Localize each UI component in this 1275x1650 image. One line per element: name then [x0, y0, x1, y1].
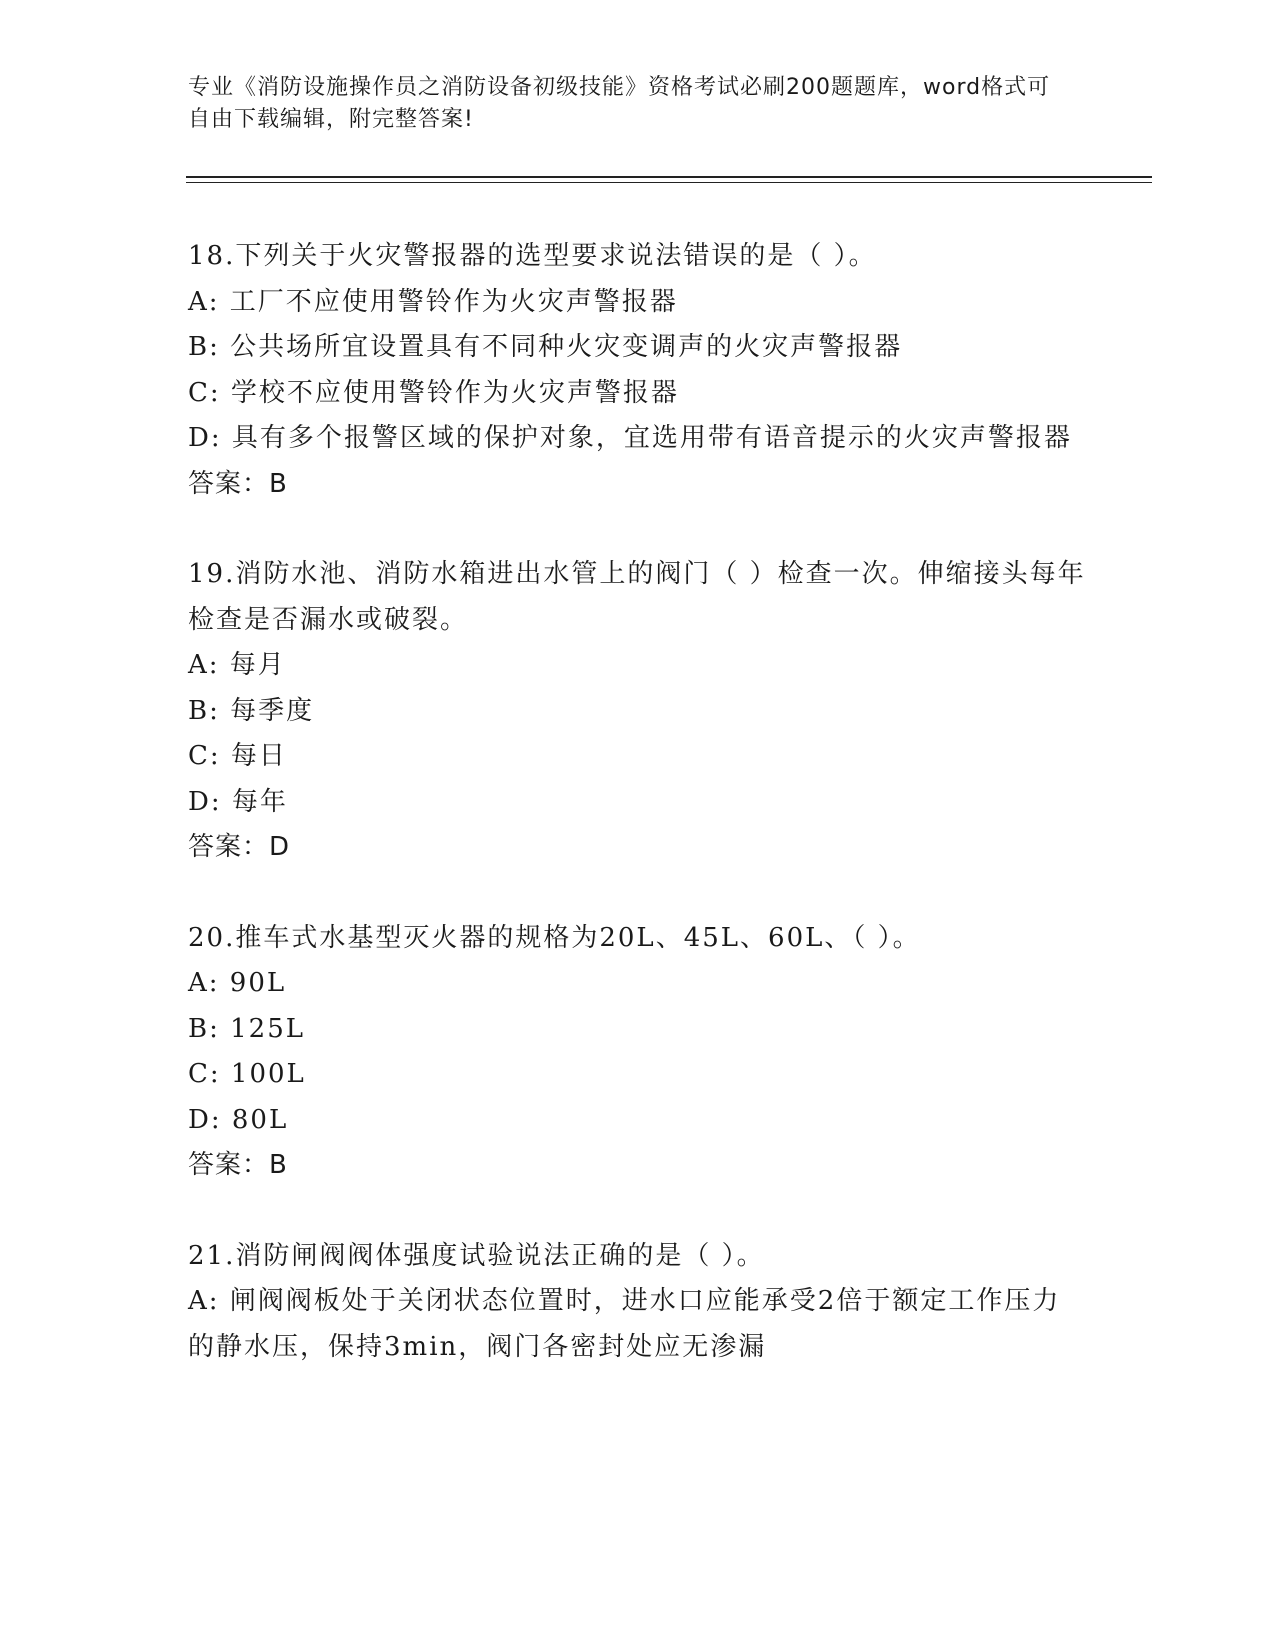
question-18 [188, 234, 1088, 507]
question-text: 21.消防闸阀阀体强度试验说法正确的是（ ）。 [188, 1240, 765, 1271]
header-rule-thin [186, 182, 1152, 183]
option-b: B: 公共场所宜设置具有不同种火灾变调声的火灾声警报器 [188, 332, 903, 362]
answer-label: 答案：B [188, 468, 288, 499]
option-a: A: 工厂不应使用警铃作为火灾声警报器 [188, 286, 678, 317]
option-d: D: 具有多个报警区域的保护对象，宜选用带有语音提示的火灾声警报器 [188, 423, 1072, 453]
question-text: 20.推车式水基型灭火器的规格为20L、45L、60L、（ ）。 [188, 922, 921, 953]
question-19 [188, 552, 1088, 871]
header-rule-thick [186, 176, 1152, 178]
question-21 [188, 1234, 1088, 1371]
document-header: 专业《消防设施操作员之消防设备初级技能》资格考试必刷200题题库，word格式可自由下载编辑，附完整答案! [188, 75, 1051, 132]
option-b: B: 125L [188, 1013, 306, 1044]
option-b: B: 每季度 [188, 695, 315, 726]
option-a: A: 90L [188, 968, 287, 998]
option-d: D: 80L [188, 1104, 289, 1135]
option-c: C: 100L [188, 1059, 306, 1089]
question-list [188, 234, 1088, 1370]
question-text: 19.消防水池、消防水箱进出水管上的阀门（ ）检查一次。伸缩接头每年检查是否漏水或破裂。 [188, 559, 1086, 635]
answer-label: 答案：D [188, 832, 291, 862]
option-d: D: 每年 [188, 786, 288, 817]
question-text: 18.下列关于火灾警报器的选型要求说法错误的是（ ）。 [188, 241, 877, 271]
option-c: C: 学校不应使用警铃作为火灾声警报器 [188, 377, 679, 408]
answer-label: 答案：B [188, 1150, 288, 1180]
question-20 [188, 916, 1088, 1189]
option-c: C: 每日 [188, 741, 287, 771]
option-a: A: 每月 [188, 650, 286, 680]
option-a: A: 闸阀阀板处于关闭状态位置时，进水口应能承受2倍于额定工作压力的静水压，保持3min，阀门各密封处应无渗漏 [188, 1286, 1061, 1362]
